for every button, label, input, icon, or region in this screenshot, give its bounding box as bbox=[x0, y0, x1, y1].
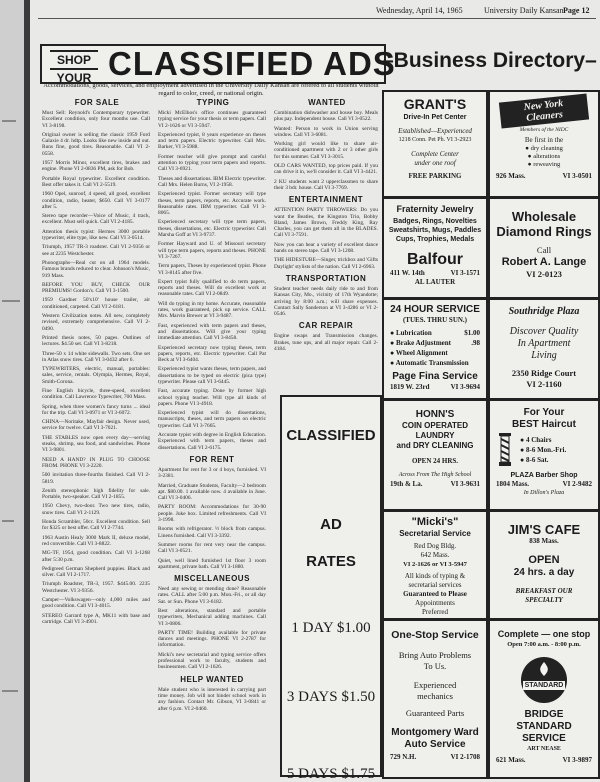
ad-plaza-barber-shop bbox=[488, 399, 600, 511]
fina-phone: VI 3-9694 bbox=[450, 383, 480, 391]
jims-address: 838 Mass. bbox=[529, 537, 559, 545]
plaza-address: 1804 Mass. bbox=[496, 480, 530, 488]
section-for-sale: FOR SALE bbox=[74, 98, 120, 107]
honns-across: Across From The High School bbox=[398, 472, 472, 478]
balfour-phone: VI 3-1571 bbox=[450, 269, 480, 277]
oneshop-phone: VI 2-1708 bbox=[450, 753, 480, 761]
for-sale-ad: Must Sell: Reynold's Contemporary typewriter. Excellent condition, only four months use. Call VI 3-8198. bbox=[42, 110, 150, 129]
for-sale-ad: Stereo tape recorder—Voice of Music, 4 track, excellent. Must sell quick. Call VI 2-4185. bbox=[42, 213, 150, 226]
for-sale-ad: Honda Scrambler, 50cc. Excellent condition. Sell for $325 or best offer. Call VI 2-7744. bbox=[42, 519, 150, 532]
fina-service-row bbox=[390, 338, 480, 348]
typing-column bbox=[158, 110, 266, 775]
for-sale-ad: Phonographs—Real cut on all 1964 models. Famous brands reduced to clear. Johnson's Music, 919 Mass. bbox=[42, 259, 150, 279]
section-transportation: TRANSPORTATION bbox=[285, 273, 367, 283]
newyork-name2: Cleaners bbox=[525, 109, 564, 124]
ad-southridge-plaza bbox=[488, 298, 600, 400]
for-rent-ad: Apartment for rent for 3 or 4 boys, furnished. VI 3-2381. bbox=[158, 466, 266, 480]
plaza-head1: For Your bbox=[523, 407, 565, 418]
typing-ad: Fast, accurate typing. Done by former high school typing teacher. Will type all kinds of papers. Phone VI 3-4918. bbox=[158, 388, 266, 407]
honns-line1: COIN OPERATED bbox=[401, 421, 469, 430]
for-sale-ad: Triumph, 1957 TR-3 roadster. Call VI 2-9356 or see at 2235 Westchester. bbox=[42, 244, 150, 257]
plaza-item-weekday-hours: 8-6 Mon.-Fri. bbox=[525, 446, 567, 454]
typing-ad: Theses and dissertations. IBM Electric typewriter. Call Mrs. Helen Burns, VI 2-1958. bbox=[158, 175, 266, 188]
southridge-line2: In Apartment bbox=[517, 338, 571, 349]
for-sale-ad: Camper—Volkswagen—only 4,000 miles and good condition. Call VI 3-4015. bbox=[42, 597, 150, 610]
fina-service-price: $1.00 bbox=[464, 329, 480, 337]
wanted-column bbox=[274, 110, 378, 393]
section-help-wanted: HELP WANTED bbox=[180, 674, 244, 684]
typing-ad: Term papers, Theses by experienced typist. Phone VI 3-8145 after five. bbox=[158, 263, 266, 276]
fina-head: 24 HOUR SERVICE bbox=[390, 304, 480, 315]
wholesale-person: Robert A. Lange bbox=[501, 256, 587, 268]
for-sale-ad: Original owner is selling the classic 1959 Ford Galaxie 4 dr. hdtp. Looks like new inside and out. Runs fine, good tires. Reasonable. Call VI 2-0558. bbox=[42, 131, 150, 157]
newyork-item-reweaving: reweaving bbox=[533, 161, 561, 168]
fina-service-row bbox=[390, 328, 480, 338]
balfour-person: AL LAUTER bbox=[414, 278, 456, 286]
plaza-item-saturday-hours: 8-6 Sat. bbox=[525, 456, 549, 464]
typing-ad: Experienced typist. Former secretary will type theses, term papers, reports, etc. Accurate work. Reasonable rates. IBM typewriter. Call VI 3-8065. bbox=[158, 191, 266, 217]
page-number: Page 12 bbox=[563, 6, 590, 15]
entertainment-ad: Now you can hear a variety of excellent dance bands on stereo tape. Call VI 3-1208. bbox=[274, 241, 378, 255]
typing-ads bbox=[158, 110, 266, 451]
grants-established: Established—Experienced bbox=[398, 127, 472, 135]
for-sale-ad: Pedigreed German Shepherd puppies. Black and silver. Call VI 2-1717. bbox=[42, 565, 150, 579]
for-sale-ad: THE STABLES now open every day—serving steaks, shrimp, sea food, and sandwiches. Phone VI 3-9801. bbox=[42, 434, 150, 454]
section-wanted: WANTED bbox=[308, 98, 346, 107]
wanted-ad: Wanted: Person to work in Union serving window. Call VI 3-6081. bbox=[274, 125, 378, 138]
oneshop-line3: Experienced bbox=[413, 680, 457, 690]
barber-pole-icon bbox=[498, 433, 512, 467]
shop-word: SHOP bbox=[56, 53, 91, 67]
fina-items bbox=[384, 325, 486, 368]
torch-flame-icon bbox=[536, 662, 552, 676]
misc-ads bbox=[158, 586, 266, 671]
for-sale-ad: 500 invitation three-fourths finished. Call VI 2-5819. bbox=[42, 472, 150, 485]
for-sale-ad: Triumph Roadster, TR-3, 1957. $445.00. 2235 Westchester. VI 3-9356. bbox=[42, 581, 150, 594]
for-sale-ad: Spring, when three women's fancy turns ... ideal for the trip. Call VI 3-0971 or VI 3-6072. bbox=[42, 403, 150, 416]
newyork-address: 926 Mass. bbox=[496, 172, 526, 180]
fina-service-label: ● Wheel Alignment bbox=[390, 349, 448, 357]
newyork-head: Be first in the bbox=[524, 136, 564, 144]
for-sale-ad: CHINA—Noritake, Mayfair design. Never used, service for twelve. Call VI 3-7021. bbox=[42, 419, 150, 432]
intro-text: Accommodations, goods, services, and employment advertised in the University Daily Kansan are offered to all students without regard to color, creed, or national origin. bbox=[43, 82, 379, 97]
for-sale-ad: MG-TF, 1954, good condition. Call VI 3-1268 after 5:30 p.m. bbox=[42, 550, 150, 563]
fina-address: 1819 W. 23rd bbox=[390, 383, 430, 391]
for-sale-ad: Three-50 x 14 white sidewalls. Two sets. One set in Atlas snow tires. Call VI 3-0432 after 6. bbox=[42, 350, 150, 363]
fina-service-row bbox=[390, 348, 480, 358]
fina-service-label: ● Automatic Transmission bbox=[390, 359, 469, 367]
issue-date: Wednesday, April 14, 1965 bbox=[376, 6, 463, 15]
for-sale-ad: Western Civilization notes. All new, completely revised, extremely comprehensive. Call VI 2-0490. bbox=[42, 313, 150, 332]
entertainment-ads bbox=[274, 207, 378, 270]
mickis-line1: All kinds of typing & bbox=[404, 572, 466, 580]
oneshop-name2: Montgomery Ward bbox=[391, 727, 479, 738]
shop-your-label bbox=[46, 49, 102, 85]
wholesale-phone: VI 2-0123 bbox=[526, 269, 562, 279]
transportation-ad: Student teacher needs daily ride to and from Kansas City, Mo., vicinity of 17th Wyandotte; arriving by 8:00 a.m.; will share expenses. Contact Sally Sanderson at VI 3-4286 or VI 2-0546. bbox=[274, 285, 378, 318]
standard-line3: SERVICE bbox=[522, 733, 566, 744]
plaza-phone: VI 2-9482 bbox=[562, 480, 592, 488]
wanted-ad: OLD CARS WANTED, top prices paid. If you can drive it in, we'll consider it. Call VI 3-4421. bbox=[274, 163, 378, 176]
grants-address: 1218 Conn. Pet Ph. bbox=[398, 137, 446, 143]
honns-name: HONN'S bbox=[415, 409, 455, 420]
rates-title: CLASSIFIED bbox=[286, 427, 376, 444]
new-york-logo bbox=[499, 93, 589, 128]
southridge-address: 2350 Ridge Court bbox=[511, 368, 577, 378]
oneshop-address: 729 N.H. bbox=[390, 753, 417, 761]
typing-ad: Experienced typist, 8 years experience on theses and term papers. Electric typewriter. Call Mrs. Barker, VI 3-5988. bbox=[158, 131, 266, 151]
typing-ad: Fast, experienced with term papers and theses, and dissertations. Will give your typing immediate attention. Call VI 3-8458. bbox=[158, 322, 266, 342]
ad-balfour-jewelry bbox=[382, 197, 488, 299]
oneshop-line4: mechanics bbox=[417, 691, 453, 701]
mickis-line5: Preferred bbox=[421, 608, 449, 616]
grants-sub: Drive-In Pet Center bbox=[403, 114, 467, 121]
for-rent-ad: PARTY ROOM: Accommodations for 30-90 people. Juke box. Limited refreshments. Call VI 3-1998. bbox=[158, 504, 266, 524]
plaza-name: PLAZA Barber Shop bbox=[510, 472, 578, 479]
typing-ad: Accurate typist with degree in English Education. Experienced with term papers, theses and dissertations. Call VI 2-6175. bbox=[158, 432, 266, 451]
for-sale-ad: 1963 Austin Healy 3000 Mark II, deluxe model, red convertible. Call VI 3-8822. bbox=[42, 534, 150, 547]
ad-mickis-secretarial bbox=[382, 510, 488, 620]
for-sale-ad: Zenith stereophonic high fidelity for sale. Portable, two-speaker. Call VI 2-1855. bbox=[42, 487, 150, 501]
rate-5-days: 5 DAYS $1.75 bbox=[286, 766, 376, 782]
mickis-name: "Micki's" bbox=[411, 516, 459, 528]
fina-sub: (TUES. THRU SUN.) bbox=[402, 316, 468, 324]
typing-ad: Experienced typist wants theses, term papers, and dissertations to be typed on electric (pica type) typewriter. Please call VI 3-6445. bbox=[158, 366, 266, 385]
rate-1-day: 1 DAY $1.00 bbox=[291, 620, 371, 636]
paper-name: University Daily Kansan bbox=[484, 6, 564, 15]
newyork-name1: New York bbox=[523, 97, 564, 114]
mickis-building: Red Dog Bldg. bbox=[413, 542, 457, 550]
ad-honns-laundry bbox=[382, 399, 488, 511]
standard-line4: ART NEASE bbox=[527, 746, 561, 752]
mickis-phone: VI 2-1626 or VI 3-5947 bbox=[403, 561, 467, 568]
for-sale-ad: 1959 Gardner 50'x10' house trailer, air conditioned, carpeted. Call VI 2-6181. bbox=[42, 297, 150, 310]
wholesale-line1: Wholesale bbox=[511, 209, 577, 224]
ad-jims-cafe bbox=[488, 510, 600, 620]
mickis-line2: secretarial services bbox=[408, 581, 462, 589]
jims-open: OPEN bbox=[528, 554, 560, 566]
oneshop-line2: To Us. bbox=[423, 661, 447, 671]
wholesale-line2: Diamond Rings bbox=[496, 224, 592, 239]
misc-ad: Micki's new secretarial and typing service offers professional work to faculty, students and businessmen. Call VI 2-1626. bbox=[158, 651, 266, 671]
wholesale-call: Call bbox=[536, 245, 552, 255]
plaza-note: In Dillon's Plaza bbox=[523, 490, 565, 496]
newyork-tag: Members of the NIDC bbox=[519, 127, 569, 133]
standard-line2: STANDARD bbox=[516, 721, 572, 732]
grants-phone: VI 3-2923 bbox=[446, 137, 472, 143]
section-entertainment: ENTERTAINMENT bbox=[288, 195, 364, 205]
honns-address: 19th & La. bbox=[390, 480, 423, 488]
standard-head: Complete — one stop bbox=[497, 629, 591, 639]
for-sale-column bbox=[42, 110, 150, 775]
your-word: YOUR bbox=[56, 71, 92, 85]
for-sale-ad: Printed thesis notes, 50 pages. Outlines of lectures. $4.50 set. Call VI 3-8218. bbox=[42, 334, 150, 348]
help-wanted-ad: Male student who is interested in carrying part time money. Job will not hinder school work in any fashion. Contact Mr. Gibson, VI 3-0841 or after 6 p.m. VI 2-0460. bbox=[158, 686, 266, 712]
jims-name: JIM'S CAFE bbox=[507, 522, 581, 537]
fina-service-label: ● Lubrication bbox=[390, 329, 432, 337]
transportation-ads bbox=[274, 286, 378, 317]
oneshop-line1: Bring Auto Problems bbox=[398, 650, 472, 660]
adjacent-page-edge bbox=[0, 0, 24, 782]
classified-title: CLASSIFIED ADS bbox=[108, 45, 396, 82]
business-directory-title: –Business Directory– bbox=[382, 49, 597, 72]
for-sale-ad: Portable Royal typewriter. Excellent condition. Best offer takes it. Call VI 2-5519. bbox=[42, 175, 150, 188]
entertainment-ad: ATTENTION PARTY THROWERS: Do you want the Beatles, the Kingston Trio, Bobby Bland, James Brown, Freddy King, Ray Charles, you can get them all in the BLADES. Call VI 3-7591. bbox=[274, 207, 378, 239]
car-repair-ads bbox=[274, 333, 378, 352]
car-repair-ad: Engine swaps and Transmission changes. Brakes, tune ups, and all major repair. Call 2-4184. bbox=[274, 333, 378, 353]
fina-name: Page Fina Service bbox=[392, 371, 478, 382]
honns-hours: OPEN 24 HRS. bbox=[411, 457, 459, 465]
plaza-item-chairs: 4 Chairs bbox=[525, 436, 552, 444]
wanted-ad: Working girl would like to share air-conditioned apartment with 2 or 3 other girls for this summer. Call VI 3-3015. bbox=[274, 141, 378, 160]
balfour-items: Badges, Rings, Novelties Sweatshirts, Mugs, Paddles Cups, Trophies, Medals bbox=[388, 218, 482, 243]
balfour-head: Fraternity Jewelry bbox=[396, 204, 474, 214]
typing-ad: Will do typing in my home. Accurate, reasonable rates, work guaranteed, pick up service. CALL Mrs. Marvin Brewer at VI 3-9487. bbox=[158, 300, 266, 320]
southridge-name: Southridge Plaza bbox=[508, 306, 580, 317]
section-for-rent: FOR RENT bbox=[189, 454, 235, 464]
ad-grants-pet-center bbox=[382, 90, 488, 198]
oneshop-name: One-Stop Service bbox=[391, 629, 479, 641]
plaza-head2: BEST Haircut bbox=[512, 419, 576, 430]
help-wanted-ads bbox=[158, 687, 266, 712]
entertainment-ad: THE HIDESTUBE—Singer, trickbox and 'Gifts Daylight' stylists of the nation. Call VI 2-6963. bbox=[274, 257, 378, 270]
wanted-ad: 2 KU students want 2 upperclassmen to share their 3 bdr. house. Call VI 3-7769. bbox=[274, 178, 378, 191]
header-rule bbox=[38, 18, 596, 19]
plaza-body: ● 4 Chairs ● 8-6 Mon.-Fri. ● 8-6 Sat. bbox=[490, 431, 598, 469]
newyork-phone: VI 3-0501 bbox=[562, 172, 592, 180]
standard-logo-text: STANDARD bbox=[524, 681, 564, 689]
honns-phone: VI 3-9631 bbox=[450, 480, 480, 488]
typing-ad: Former Hayward and U. of Missouri secretary will type term papers, reports and theses. PHONE VI 3-7267. bbox=[158, 241, 266, 260]
ad-new-york-cleaners: New York Cleaners Members of the NIDC Be first in the ● dry cleaning ● alterations ● reweaving 926 Mass. VI 3-0501 bbox=[488, 90, 600, 198]
section-typing: TYPING bbox=[196, 98, 230, 107]
section-car-repair: CAR REPAIR bbox=[298, 321, 354, 331]
standard-hours: Open 7:00 a.m. - 8:00 p.m. bbox=[507, 641, 581, 648]
for-rent-ad: Summer rooms for rent very near the campus. Call VI 3-0521. bbox=[158, 541, 266, 555]
honns-line3: and DRY CLEANING bbox=[396, 441, 474, 450]
standard-line1: BRIDGE bbox=[524, 709, 564, 720]
typing-ad: Former teacher will give prompt and careful attention to typing your term papers and reports. Call VI 3-6921. bbox=[158, 153, 266, 173]
oneshop-line5: Guaranteed Parts bbox=[405, 708, 465, 718]
southridge-line1: Discover Quality bbox=[509, 326, 579, 337]
for-sale-ad: BEFORE YOU BUY, CHECK OUR PREMIUMS! Gordon's. Call VI 3-1500. bbox=[42, 281, 150, 295]
wanted-ad: Combination dishwasher and house boy. Meals plus pay. Independent house. Call VI 3-0522. bbox=[274, 110, 378, 123]
honns-line2: LAUNDRY bbox=[415, 431, 455, 440]
wanted-ads bbox=[274, 110, 378, 191]
mickis-address: 642 Mass. bbox=[420, 551, 450, 559]
for-rent-ad: Married, Graduate Students, Faculty—2 bedroom apt. $80.00. 1 available now. 4 available in June. Call VI 3-0406. bbox=[158, 482, 266, 502]
ad-montgomery-ward-auto bbox=[382, 619, 488, 779]
jims-tag1: BREAKFAST OUR bbox=[515, 587, 573, 595]
typing-ad: Experienced typist will do dissertations, manuscripts, theses, and term papers on electric typewriter. Call VI 3-7665. bbox=[158, 410, 266, 429]
for-sale-ad: Attention thesis typist: Hermes 3000 portable typewriter, elite type, like new. Call VI 3-0514. bbox=[42, 228, 150, 242]
typing-ad: Micki McElhos's office continues guaranteed typing service for your thesis or term papers. Call VI 2-1626 or VI 3-5947. bbox=[158, 110, 266, 129]
standard-torch-logo bbox=[521, 657, 567, 703]
classified-rates-box bbox=[280, 395, 382, 782]
for-rent-ad: Rooms with refrigerator. ½ block from campus. Linens furnished. Call VI 3-3392. bbox=[158, 526, 266, 539]
jims-hours: 24 hrs. a day bbox=[513, 567, 575, 578]
rates-title-rates: RATES bbox=[306, 553, 356, 570]
mickis-line3: Guaranteed to Please bbox=[403, 590, 467, 598]
misc-ad: Best alterations, standard and portable typewriters, Mechanical adding machines. Call VI 3-0806. bbox=[158, 608, 266, 627]
mickis-line4: Appointments bbox=[415, 599, 455, 607]
for-rent-ad: Quiet, well lined furnished 1st floor 3 room apartment, private bath. Call VI 3-1880. bbox=[158, 557, 266, 570]
classified-banner bbox=[40, 44, 396, 85]
grants-line3: FREE PARKING bbox=[408, 172, 462, 180]
oneshop-name3: Auto Service bbox=[404, 739, 466, 750]
grants-name: GRANT'S bbox=[403, 96, 467, 112]
for-sale-ad: TYPEWRITERS, electric, manual, portables: sales, service, rentals. Olympia, Hermes, Royal, Smith-Corona. bbox=[42, 366, 150, 385]
misc-ad: Need any sewing or mending done? Reasonable rates. CALL after 5:00 p.m. Mon.-Fri., or all day Sat. or Sun. Phone VI 3-6182. bbox=[158, 586, 266, 605]
newyork-item-dry-cleaning: dry cleaning bbox=[530, 145, 563, 152]
jims-tag2: SPECIALTY bbox=[525, 596, 563, 604]
typing-ad: Experienced secretary will type term papers, theses, dissertations, etc. Electric typewriter. Call Marsha Goff at VI 3-9737. bbox=[158, 219, 266, 239]
misc-ad: PARTY TIME! Building available for private dances and meetings. PHONE VI 2-2787 for information. bbox=[158, 629, 266, 649]
grants-line1: Complete Center bbox=[411, 150, 459, 158]
rates-title-ad: AD bbox=[320, 516, 342, 533]
southridge-phone: VI 2-1160 bbox=[526, 379, 562, 389]
balfour-address: 411 W. 14th bbox=[390, 269, 425, 277]
for-sale-ad: 1957 Morris Minor, excellent tires, brakes and engine. Phone VI 2-0836 PM, ask for Bob. bbox=[42, 160, 150, 173]
standard-phone: VI 3-9897 bbox=[562, 756, 592, 764]
typing-ad: Expert typist fully qualified to do term papers, reports and theses. Will do excellent work at reasonable rates. Call VI 2-0849. bbox=[158, 278, 266, 298]
standard-address: 621 Mass. bbox=[496, 756, 526, 764]
southridge-line3: Living bbox=[531, 350, 557, 361]
newspaper-page bbox=[30, 0, 600, 782]
grants-line2: under one roof bbox=[414, 159, 456, 167]
for-sale-ad: Fine English bicycle, three-speed, excellent condition. Call Lawrence Typewriter, 700 Mass. bbox=[42, 387, 150, 401]
ad-bridge-standard-service bbox=[488, 619, 600, 779]
for-sale-ad: NEED A HAND? IN PLUG TO CHOOSE FROM. PHONE VI 3-2220. bbox=[42, 456, 150, 469]
ad-page-fina-service bbox=[382, 298, 488, 400]
balfour-name: Balfour bbox=[407, 251, 463, 268]
section-miscellaneous: MISCELLANEOUS bbox=[174, 574, 250, 584]
mickis-sub: Secretarial Service bbox=[399, 529, 471, 538]
typing-ad: Experienced secretary now typing theses, term papers, reports, etc. Electric typewriter. Call Pat Beck at VI 3-6404. bbox=[158, 344, 266, 364]
fina-service-row bbox=[390, 358, 480, 368]
rate-3-days: 3 DAYS $1.50 bbox=[286, 689, 376, 705]
for-sale-ad: 1950 Chevy, two-door. Two new tires, radio, snow tires. Call VI 2-1129. bbox=[42, 503, 150, 516]
fina-service-price: .98 bbox=[471, 339, 480, 347]
ad-wholesale-diamonds bbox=[488, 197, 600, 299]
running-header bbox=[30, 6, 598, 18]
newyork-item-alterations: alterations bbox=[533, 153, 561, 160]
for-sale-ad: 1960 Opel, sunroof, 4 speed, all good, excellent condition, radio, heater, $650. Call VI 3-0177 after 5. bbox=[42, 191, 150, 210]
for-sale-ad: STEREO Garrard type A, MK11 with base and cartridge. Call VI 3-4901. bbox=[42, 612, 150, 625]
for-rent-ads bbox=[158, 467, 266, 570]
fina-service-label: ● Brake Adjustment bbox=[390, 339, 452, 347]
